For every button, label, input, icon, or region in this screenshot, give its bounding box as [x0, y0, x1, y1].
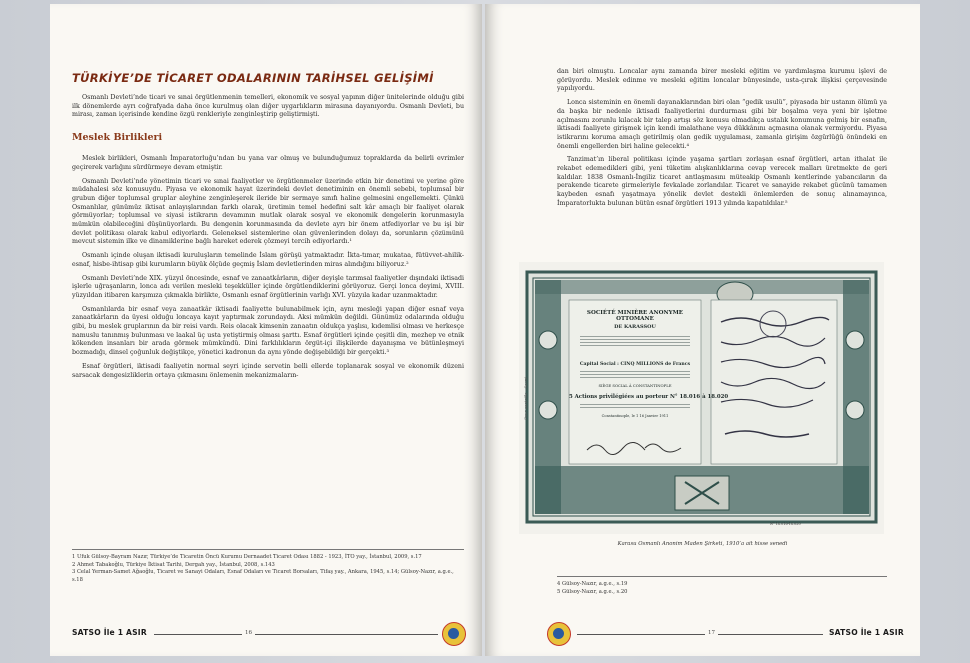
certificate-date: Constantinople, le 1 16 Janvier 1911 [601, 414, 669, 418]
certificate-serial: N° 18.016-18.020 [770, 522, 801, 526]
certificate-share-from: 18.016 [679, 394, 701, 400]
left-page-footer [72, 628, 464, 642]
brand-label: SATSO İle 1 ASIR [829, 628, 904, 637]
certificate-share-to: 18.020 [707, 394, 729, 400]
body-paragraph: dan biri olmuştu. Loncalar aynı zamanda birer mesleki eğitim ve yardımlaşma kurumu işlevi de görüyordu. Meslek edinme ve mesleki eğitim loncalar bünyesinde, usta-çırak ilişkisi çerçevesinde yapılıyordu. [557, 68, 887, 93]
certificate-company-name: SOCIÉTÉ MINIÈRE ANONYME OTTOMANE [586, 310, 684, 322]
certificate-small-print [580, 404, 690, 410]
right-footnotes [557, 576, 887, 596]
footnote: 2 Ahmet Tabakoğlu, Türkiye İktisat Tarihi, Dergah yay., İstanbul, 2008, s.143 [72, 561, 275, 568]
body-paragraph: Meslek birlikleri, Osmanlı İmparatorluğu’ndan bu yana var olmuş ve bulunduğumuz topraklarda da belirli evrimler geçirerek varlığını sürdürmeye devam etmiştir. [72, 155, 464, 171]
certificate-share-line: 5 Actions privilégiées au porteur N° [569, 394, 678, 400]
certificate-small-print [580, 371, 690, 379]
certificate-capital: Capital Social : CINQ MILLIONS de Francs [579, 362, 691, 367]
certificate-small-print [580, 336, 690, 348]
body-paragraph: Osmanlı Devleti’nde XIX. yüzyıl öncesinde, esnaf ve zanaatkârların, diğer deyişle tarımsal faaliyetler dışındaki iktisadi işlerle uğraşanların, lonca adı verilen mesleki teşekküller içinde örgütlendiklerini görüyoruz. Gerçi lonca deyimi, XVIII. yüzyıldan itibaren karşımıza çıkmakla birlikte, Osmanlı esnaf örgütlerinin varlığı XVI. yüzyıla kadar uzanmaktadır. [72, 274, 464, 299]
brand-label: SATSO İle 1 ASIR [72, 628, 147, 637]
page-number: 16 [242, 630, 255, 636]
right-page-footer [545, 628, 904, 642]
footnote: 3 Celal Yerman-Samet Ağaoğlu, Ticaret ve Sanayi Odaları, Esnaf Odaları ve Ticaret Borsaları, Tifaş yay., Ankara, 1945, s.14; Gülsoy-Nazır, a.g.e., s.18 [72, 569, 454, 583]
footer-rule [154, 634, 438, 635]
body-paragraph: Lonca sisteminin en önemli dayanaklarından biri olan “gedik usulü”, piyasada bir ustanın ölümü ya da başka bir nedenle iktisadi faaliyetlerini durdurması gibi bir boşalma veya yeni bir işletme açılmasını zorunlu kılacak bir talep artışı söz konusu olmadıkça ustalık konumuna gelmiş bir esnafın, iktisadi faaliyete girişmek için kendi imalathane veya dükkânını açmasına olanak vermiyordu. Piyasa istikrarını koruma amaçlı getirilmiş olan gedik uygulaması, zamanla girişim özgürlüğü önündeki en önemli engellerden biri haline gelecekti.⁴ [557, 99, 887, 150]
footnote: 4 Gülsoy-Nazır, a.g.e., s.19 [557, 581, 628, 587]
certificate-side-label: Pour contrôle : Sacré [523, 376, 528, 420]
body-paragraph: Osmanlılarda bir esnaf veya zanaatkâr iktisadi faaliyette bulunabilmek için, aynı mesleği yapan diğer esnaf veya zanaatkârların da üyesi olduğu loncaya kayıt yaptırmak zorundaydı. Aksi mümkün değildi. Günümüz odalarında olduğu gibi, bu meslek gruplarının da bir reisi vardı. Reis olacak kimsenin zanaatın oldukça yaşlısı, kıdemlisi olması ve herkesçe namuslu tanınmış bulunması ve laakal üç usta yetiştirmiş olması şarttı. Esnaf örgütleri içinde çeşitli din, mezhep ve etnik kökenden insanları bir arada görmek mümkündü. Dini farklılıkların örgüt-içi ilişkilerde dayanışma ve bütünleşmeyi bozmadığı, dinsel çoğunluk değiştikçe, yönetici kadronun da aynı yönde değişebildiği bir gerçekti.³ [72, 305, 464, 357]
intro-paragraph: Osmanlı Devleti’nde ticari ve sınai örgütlenmenin temelleri, ekonomik ve sosyal yapının diğer ünitelerinde olduğu gibi ilk dönemlerde ayrı coğrafyada daha önce kurulmuş olan diğer uygarlıkların mirasına dayanıyordu. Osmanlı Devleti, bu mirası, zaman içerisinde kendine özgü renkleriyle zenginleştirip geliştirmişti. [72, 94, 464, 119]
left-footnotes [72, 549, 464, 584]
certificate-seat: SIÈGE SOCIAL À CONSTANTINOPLE [598, 383, 672, 388]
right-page-content [557, 68, 887, 214]
image-caption: Karasu Osmanlı Anonim Maden Şirketi, 1910’a ait hisse senedi [617, 541, 788, 547]
share-certificate: SOCIÉTÉ MINIÈRE ANONYME OTTOMANE DE KARASSOU Capital Social : CINQ MILLIONS de Francs SIÈGE SOCIAL À CONSTANTINOPLE 5 Actions privilégiées au porteur N° 18.016 à 18.020 Constantinople, le 1 16 Janvier 1911 Pour contrôle : Sacré N° 18.016-18.020 [525, 270, 878, 524]
body-paragraph: Osmanlı içinde oluşan iktisadi kuruluşların temelinde İslam görüşü yatmaktadır. İkta-tımar, mukataa, fütüvvet-ahilik-esnaf, hisbe-ihtisap gibi kurumların büyük ölçüde geçmiş İslam devletlerinden miras alındığını biliyoruz.² [72, 252, 464, 268]
share-certificate-photo [519, 262, 884, 534]
left-page [50, 4, 482, 656]
certificate-company-subtitle: DE KARASSOU [614, 324, 656, 330]
satso-seal-logo [547, 622, 571, 646]
body-paragraph: Tanzimat’ın liberal politikası içinde yaşama şartları zorlaşan esnaf örgütleri, artan ithalat ile rekabet edemedikleri gibi, yeni tüketim alışkanlıklarına cevap verecek malları üretmekte de geri kaldılar. 1838 Osmanlı-İngiliz ticaret antlaşmasını müteakip Osmanlı kentlerinde yabancıların da perakende ticarete girmeleriyle fevkalade zorlandılar. Ticaret ve sanayide rekabet gücünü tamamen kaybeden esnafı yaşatmaya yönelik devlet destekli önlemlerden de sonuç alınamayınca, İmparatorlukta bulunan bütün esnaf örgütleri 1913 yılında kapatıldılar.⁵ [557, 156, 887, 207]
page-number: 17 [705, 630, 718, 636]
footnote: 1 Ufuk Gülsoy-Bayram Nazır, Türkiye’de Ticaretin Öncü Kurumu Dernaadet Ticaret Odası 1882 - 1923, İTO yay., İstanbul, 2009, s.17 [72, 554, 422, 560]
footnote: 5 Gülsoy-Nazır, a.g.e., s.20 [557, 588, 628, 595]
footer-rule [577, 634, 823, 635]
left-page-content [72, 71, 464, 385]
body-paragraph: Osmanlı Devleti’nde yönetimin ticari ve sınai faaliyetler ve örgütlenmeler üzerinde etkin bir denetimi ve yerine göre müdahalesi söz konusuydu. Piyasa ve ekonomik hayat üzerindeki devlet denetiminin en önemli sebebi, toplumsal bir grubun diğer toplumsal gruplar aleyhine zenginleşerek ileride bir sermaye sınıfı haline gelmesini engellemekti. Çünkü Osmanlılar, günümüz iktisat anlayışlarından farklı olarak, üretimin temel hedefini salt kâr amaçlı bir faaliyet olarak görmüyorlar; toplumsal ve siyasi istikrarın devamının mutlak olarak sosyal ve ekonomik dengelerin korunmasıyla mümkün olabileceğini düşünüyorlardı. Bu dengenin korunmasında da devlete ayrı bir önem atfediyorlar ve bu işi bir devlet politikası olarak kabul ediyorlardı. Geleneksel sistemlerine olan güvenlerinden dolayı da, sorunların çözümünü mevcut sistemin ilke ve dinamiklerine bağlı hareket ederek çözmeyi tercih ediyorlardı.¹ [72, 177, 464, 246]
right-page [485, 4, 920, 656]
satso-seal-logo [442, 622, 466, 646]
chapter-title: TÜRKİYE’DE TİCARET ODALARININ TARİHSEL GELİŞİMİ [72, 71, 434, 85]
section-title: Meslek Birlikleri [72, 132, 163, 144]
body-paragraph: Esnaf örgütleri, iktisadi faaliyetin normal seyri içinde servetin belli ellerde toplanarak sosyal ve ekonomik düzeni sarsacak dengesizliklerin ortaya çıkmasını önlemenin mekanizmaların- [72, 362, 464, 379]
